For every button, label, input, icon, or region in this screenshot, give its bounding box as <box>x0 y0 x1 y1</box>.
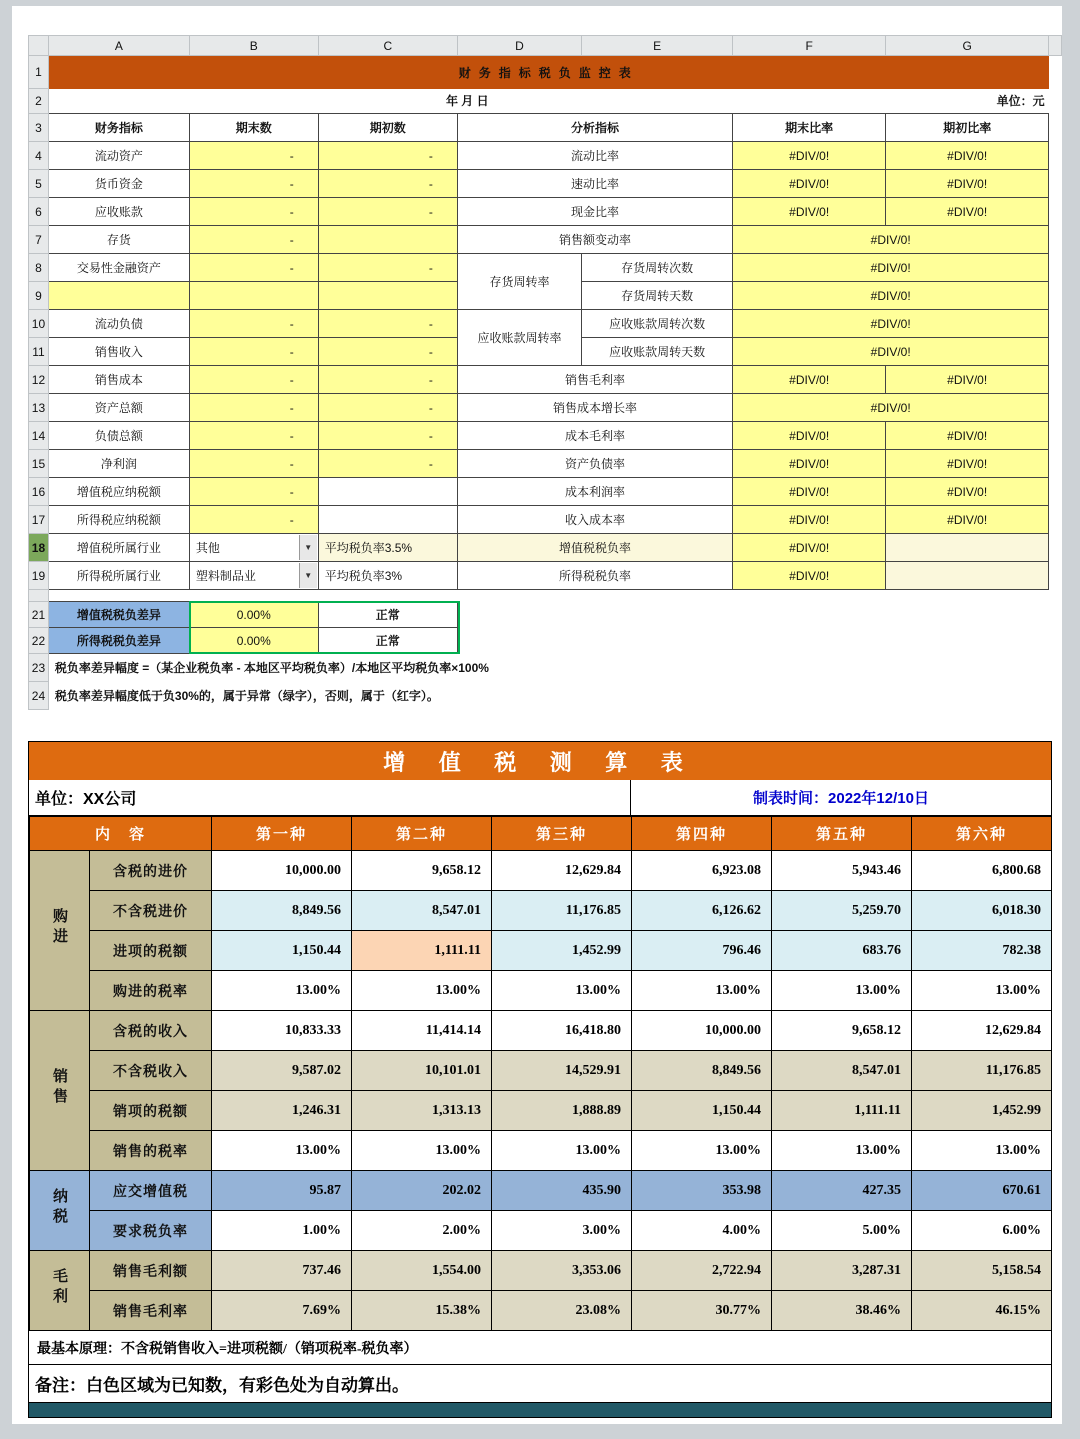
vat-value-cell[interactable]: 9,658.12 <box>352 851 492 891</box>
cell-value[interactable]: - <box>189 142 318 170</box>
vat-value-cell[interactable]: 6,800.68 <box>912 851 1052 891</box>
dropdown-value: 其他 <box>195 541 220 555</box>
row-header[interactable]: 7 <box>29 226 49 254</box>
dropdown-value: 塑料制品业 <box>195 569 256 583</box>
company-cell[interactable]: 单位：XX公司 <box>29 780 631 815</box>
row-header[interactable]: 23 <box>29 654 49 682</box>
vat-value-cell[interactable]: 13.00% <box>632 971 772 1011</box>
row-header[interactable]: 22 <box>29 628 49 654</box>
chevron-down-icon[interactable]: ▼ <box>299 535 317 560</box>
cell-indicator[interactable]: 存货周转率 <box>457 254 581 310</box>
row-header[interactable]: 2 <box>29 89 49 114</box>
vat-value-cell[interactable]: 15.38% <box>352 1291 492 1331</box>
col-header-f[interactable]: F <box>733 36 886 56</box>
vat-value-cell[interactable]: 9,658.12 <box>772 1011 912 1051</box>
cell-ratio[interactable]: #DIV/0! <box>733 394 1049 422</box>
vat-value-cell[interactable]: 1,150.44 <box>212 931 352 971</box>
cell-ratio[interactable]: #DIV/0! <box>733 422 886 450</box>
vat-value-cell[interactable]: 1,452.99 <box>912 1091 1052 1131</box>
vat-value-cell[interactable]: 353.98 <box>632 1171 772 1211</box>
group-purchase[interactable]: 购进 <box>30 851 90 1011</box>
vat-value-cell[interactable]: 1,246.31 <box>212 1091 352 1131</box>
vat-value-cell[interactable]: 1,150.44 <box>632 1091 772 1131</box>
row-header[interactable]: 8 <box>29 254 49 282</box>
row-header[interactable]: 12 <box>29 366 49 394</box>
vat-value-cell[interactable]: 2.00% <box>352 1211 492 1251</box>
vat-value-cell[interactable]: 13.00% <box>912 971 1052 1011</box>
header-analysis-indicator[interactable]: 分析指标 <box>457 114 732 142</box>
vat-value-cell[interactable]: 3,287.31 <box>772 1251 912 1291</box>
select-all-corner[interactable] <box>29 36 49 56</box>
cell-value[interactable]: - <box>189 254 318 282</box>
cell-indicator[interactable]: 成本利润率 <box>457 478 732 506</box>
cell-label[interactable]: 增值税所属行业 <box>48 534 189 562</box>
cell-label[interactable]: 所得税应纳税额 <box>48 506 189 534</box>
type-header-5[interactable]: 第五种 <box>772 817 912 851</box>
row-header[interactable]: 9 <box>29 282 49 310</box>
vat-burden-diff-label[interactable]: 增值税税负差异 <box>48 602 189 628</box>
vat-value-cell[interactable]: 13.00% <box>912 1131 1052 1171</box>
vat-row-label[interactable]: 进项的税额 <box>90 931 212 971</box>
vat-row-label[interactable]: 含税的收入 <box>90 1011 212 1051</box>
col-header-d[interactable]: D <box>457 36 581 56</box>
vat-value-cell[interactable]: 1,554.00 <box>352 1251 492 1291</box>
principle-note[interactable]: 最基本原理：不含税销售收入=进项税额/（销项税率-税负率） <box>29 1331 1051 1365</box>
income-tax-burden-diff-value[interactable]: 0.00% <box>189 628 318 654</box>
cell-label[interactable]: 存货 <box>48 226 189 254</box>
header-financial-indicator[interactable]: 财务指标 <box>48 114 189 142</box>
vat-value-cell[interactable]: 3.00% <box>492 1211 632 1251</box>
cell-indicator[interactable]: 成本毛利率 <box>457 422 732 450</box>
vat-row-label[interactable]: 要求税负率 <box>90 1211 212 1251</box>
vat-value-cell[interactable]: 7.69% <box>212 1291 352 1331</box>
footer-bar <box>29 1403 1051 1417</box>
cell-value[interactable]: - <box>318 142 457 170</box>
cell-ratio[interactable]: #DIV/0! <box>733 254 1049 282</box>
cell-ratio[interactable]: #DIV/0! <box>886 422 1049 450</box>
vat-value-cell[interactable]: 30.77% <box>632 1291 772 1331</box>
vat-row-label[interactable]: 含税的进价 <box>90 851 212 891</box>
vat-value-cell[interactable]: 8,547.01 <box>772 1051 912 1091</box>
vat-value-cell[interactable]: 782.38 <box>912 931 1052 971</box>
vat-value-cell[interactable]: 1,313.13 <box>352 1091 492 1131</box>
cell-value[interactable]: - <box>189 478 318 506</box>
cell-value[interactable]: - <box>318 198 457 226</box>
vat-table-title[interactable]: 增 值 税 测 算 表 <box>29 742 1051 780</box>
cell-indicator[interactable]: 销售毛利率 <box>457 366 732 394</box>
cell-value[interactable]: - <box>318 450 457 478</box>
row-header[interactable]: 21 <box>29 602 49 628</box>
cell-label[interactable]: 交易性金融资产 <box>48 254 189 282</box>
col-header-partial <box>1049 36 1062 56</box>
vat-value-cell[interactable]: 10,000.00 <box>632 1011 772 1051</box>
threshold-note[interactable]: 税负率差异幅度低于负30%的，属于异常（绿字），否则，属于（红字）。 <box>54 689 439 703</box>
row-header[interactable]: 19 <box>29 562 49 590</box>
vat-value-cell[interactable]: 13.00% <box>772 1131 912 1171</box>
vat-row-label[interactable]: 不含税收入 <box>90 1051 212 1091</box>
vat-info-row <box>29 780 1051 816</box>
cell-label[interactable]: 货币资金 <box>48 170 189 198</box>
type-header-2[interactable]: 第二种 <box>352 817 492 851</box>
cell-indicator[interactable]: 销售额变动率 <box>457 226 732 254</box>
vat-value-cell-highlighted[interactable]: 1,111.11 <box>352 931 492 971</box>
vat-value-cell[interactable]: 8,849.56 <box>632 1051 772 1091</box>
tax-monitor-sheet <box>28 35 1062 710</box>
cell-value[interactable] <box>318 506 457 534</box>
cell-indicator[interactable]: 存货周转天数 <box>582 282 733 310</box>
cell-ratio[interactable]: #DIV/0! <box>733 534 886 562</box>
cell-value[interactable]: - <box>189 198 318 226</box>
vat-value-cell[interactable]: 13.00% <box>212 971 352 1011</box>
vat-value-cell[interactable]: 6.00% <box>912 1211 1052 1251</box>
income-tax-burden-status[interactable]: 正常 <box>318 628 457 654</box>
header-beginning-ratio[interactable]: 期初比率 <box>886 114 1049 142</box>
cell-value[interactable]: - <box>189 450 318 478</box>
empty-cells <box>457 628 1048 654</box>
cell-label[interactable]: 销售收入 <box>48 338 189 366</box>
vat-value-cell[interactable]: 1,888.89 <box>492 1091 632 1131</box>
cell-ratio[interactable]: #DIV/0! <box>733 198 886 226</box>
row-header-selected[interactable]: 18 <box>29 534 49 562</box>
col-header-b[interactable]: B <box>189 36 318 56</box>
made-time-cell[interactable]: 制表时间：2022年12/10日 <box>753 790 929 807</box>
header-ending-ratio[interactable]: 期末比率 <box>733 114 886 142</box>
content-header[interactable]: 内 容 <box>30 817 212 851</box>
cell-value[interactable] <box>318 226 457 254</box>
vat-grid <box>29 816 1052 1331</box>
cell-ratio[interactable] <box>886 562 1049 590</box>
vat-value-cell[interactable]: 14,529.91 <box>492 1051 632 1091</box>
vat-value-cell[interactable]: 11,176.85 <box>912 1051 1052 1091</box>
cell-value[interactable] <box>318 478 457 506</box>
cell-ratio[interactable]: #DIV/0! <box>886 170 1049 198</box>
type-header-3[interactable]: 第三种 <box>492 817 632 851</box>
cell-value[interactable] <box>318 282 457 310</box>
cell-indicator[interactable]: 增值税税负率 <box>457 534 732 562</box>
row-header[interactable]: 16 <box>29 478 49 506</box>
cell-value[interactable]: - <box>189 506 318 534</box>
type-header-6[interactable]: 第六种 <box>912 817 1052 851</box>
cell-ratio[interactable]: #DIV/0! <box>886 506 1049 534</box>
cell-value[interactable]: - <box>189 170 318 198</box>
unit-cell[interactable]: 单位：元 <box>996 94 1045 109</box>
row-header[interactable]: 17 <box>29 506 49 534</box>
cell-ratio[interactable]: #DIV/0! <box>733 170 886 198</box>
header-ending-amount[interactable]: 期末数 <box>189 114 318 142</box>
cell-indicator[interactable]: 应收账款周转天数 <box>582 338 733 366</box>
cell-ratio[interactable]: #DIV/0! <box>733 310 1049 338</box>
vat-value-cell[interactable]: 435.90 <box>492 1171 632 1211</box>
group-gross-profit[interactable]: 毛利 <box>30 1251 90 1331</box>
col-header-e[interactable]: E <box>582 36 733 56</box>
vat-row-label[interactable]: 销售毛利额 <box>90 1251 212 1291</box>
vat-value-cell[interactable]: 5,943.46 <box>772 851 912 891</box>
vat-row-label[interactable]: 购进的税率 <box>90 971 212 1011</box>
group-tax-payment[interactable]: 纳税 <box>30 1171 90 1251</box>
col-header-c[interactable]: C <box>318 36 457 56</box>
row-header[interactable]: 15 <box>29 450 49 478</box>
cell-indicator[interactable]: 流动比率 <box>457 142 732 170</box>
vat-value-cell[interactable]: 11,414.14 <box>352 1011 492 1051</box>
vat-row-label[interactable]: 应交增值税 <box>90 1171 212 1211</box>
cell-value[interactable]: - <box>189 310 318 338</box>
vat-value-cell[interactable]: 5.00% <box>772 1211 912 1251</box>
vat-value-cell[interactable]: 9,587.02 <box>212 1051 352 1091</box>
cell-ratio[interactable]: #DIV/0! <box>733 226 1049 254</box>
cell-ratio[interactable]: #DIV/0! <box>733 142 886 170</box>
vat-value-cell[interactable]: 11,176.85 <box>492 891 632 931</box>
row-header[interactable]: 24 <box>29 682 49 710</box>
vat-value-cell[interactable]: 46.15% <box>912 1291 1052 1331</box>
vat-value-cell[interactable]: 683.76 <box>772 931 912 971</box>
cell-ratio[interactable] <box>886 534 1049 562</box>
vat-value-cell[interactable]: 670.61 <box>912 1171 1052 1211</box>
vat-value-cell[interactable]: 737.46 <box>212 1251 352 1291</box>
cell-label[interactable]: 流动负债 <box>48 310 189 338</box>
income-tax-burden-diff-label[interactable]: 所得税税负差异 <box>48 628 189 654</box>
vat-value-cell[interactable]: 23.08% <box>492 1291 632 1331</box>
row-header[interactable]: 3 <box>29 114 49 142</box>
avg-tax-rate-cell[interactable]: 平均税负率3.5% <box>318 534 457 562</box>
vat-value-cell[interactable]: 12,629.84 <box>912 1011 1052 1051</box>
workbook-page <box>12 6 1062 1424</box>
cell-label[interactable] <box>48 282 189 310</box>
cell-indicator[interactable]: 资产负债率 <box>457 450 732 478</box>
vat-value-cell[interactable]: 5,158.54 <box>912 1251 1052 1291</box>
vat-value-cell[interactable]: 4.00% <box>632 1211 772 1251</box>
cell-indicator[interactable]: 收入成本率 <box>457 506 732 534</box>
cell-ratio[interactable]: #DIV/0! <box>733 338 1049 366</box>
cell-ratio[interactable]: #DIV/0! <box>733 506 886 534</box>
cell-label[interactable]: 流动资产 <box>48 142 189 170</box>
cell-value[interactable]: - <box>189 394 318 422</box>
row-header[interactable]: 4 <box>29 142 49 170</box>
vat-value-cell[interactable]: 13.00% <box>212 1131 352 1171</box>
vat-value-cell[interactable]: 13.00% <box>772 971 912 1011</box>
vat-value-cell[interactable]: 13.00% <box>632 1131 772 1171</box>
vat-industry-dropdown[interactable] <box>189 534 318 562</box>
cell-ratio[interactable]: #DIV/0! <box>733 450 886 478</box>
row-header[interactable]: 1 <box>29 56 49 89</box>
cell-value[interactable]: - <box>318 170 457 198</box>
cell-value[interactable]: - <box>318 338 457 366</box>
cell-label[interactable]: 应收账款 <box>48 198 189 226</box>
cell-ratio[interactable]: #DIV/0! <box>733 366 886 394</box>
cell-ratio[interactable]: #DIV/0! <box>733 478 886 506</box>
cell-indicator[interactable]: 应收账款周转率 <box>457 310 581 366</box>
cell-label[interactable]: 负债总额 <box>48 422 189 450</box>
vat-row-label[interactable]: 销售毛利率 <box>90 1291 212 1331</box>
vat-value-cell[interactable]: 10,833.33 <box>212 1011 352 1051</box>
col-header-g[interactable]: G <box>886 36 1049 56</box>
cell-label[interactable]: 所得税所属行业 <box>48 562 189 590</box>
vat-calc-table <box>28 741 1052 1418</box>
cell-label[interactable]: 增值税应纳税额 <box>48 478 189 506</box>
vat-value-cell[interactable]: 8,849.56 <box>212 891 352 931</box>
cell-ratio[interactable]: #DIV/0! <box>886 142 1049 170</box>
cell-value[interactable]: - <box>318 254 457 282</box>
cell-label[interactable]: 净利润 <box>48 450 189 478</box>
cell-value[interactable]: - <box>318 422 457 450</box>
row-header[interactable]: 6 <box>29 198 49 226</box>
vat-value-cell[interactable]: 13.00% <box>492 1131 632 1171</box>
row-header[interactable]: 13 <box>29 394 49 422</box>
vat-value-cell[interactable]: 13.00% <box>352 971 492 1011</box>
empty-cells <box>457 602 1048 628</box>
cell-indicator[interactable]: 销售成本增长率 <box>457 394 732 422</box>
row-header[interactable]: 11 <box>29 338 49 366</box>
vat-burden-status[interactable]: 正常 <box>318 602 457 628</box>
cell-value[interactable]: - <box>189 226 318 254</box>
vat-value-cell[interactable]: 10,101.01 <box>352 1051 492 1091</box>
vat-value-cell[interactable]: 1,111.11 <box>772 1091 912 1131</box>
header-beginning-amount[interactable]: 期初数 <box>318 114 457 142</box>
row-header-hidden[interactable] <box>29 590 49 602</box>
vat-value-cell[interactable]: 5,259.70 <box>772 891 912 931</box>
vat-value-cell[interactable]: 427.35 <box>772 1171 912 1211</box>
avg-tax-rate-cell[interactable]: 平均税负率3% <box>318 562 457 590</box>
vat-value-cell[interactable]: 6,923.08 <box>632 851 772 891</box>
vat-value-cell[interactable]: 16,418.80 <box>492 1011 632 1051</box>
cell-value[interactable]: - <box>189 338 318 366</box>
cell-indicator[interactable]: 现金比率 <box>457 198 732 226</box>
cell-ratio[interactable]: #DIV/0! <box>886 366 1049 394</box>
group-sales[interactable]: 销售 <box>30 1011 90 1171</box>
vat-row-label[interactable]: 不含税进价 <box>90 891 212 931</box>
vat-value-cell[interactable]: 38.46% <box>772 1291 912 1331</box>
income-tax-industry-dropdown[interactable] <box>189 562 318 590</box>
vat-value-cell[interactable]: 6,018.30 <box>912 891 1052 931</box>
vat-value-cell[interactable]: 3,353.06 <box>492 1251 632 1291</box>
cell-indicator[interactable]: 速动比率 <box>457 170 732 198</box>
cell-ratio[interactable]: #DIV/0! <box>886 478 1049 506</box>
vat-row-label[interactable]: 销售的税率 <box>90 1131 212 1171</box>
type-header-4[interactable]: 第四种 <box>632 817 772 851</box>
vat-value-cell[interactable]: 13.00% <box>492 971 632 1011</box>
vat-value-cell[interactable]: 12,629.84 <box>492 851 632 891</box>
chevron-down-icon[interactable]: ▼ <box>299 563 317 588</box>
type-header-1[interactable]: 第一种 <box>212 817 352 851</box>
cell-ratio[interactable]: #DIV/0! <box>733 562 886 590</box>
cell-value[interactable]: - <box>318 394 457 422</box>
row-header[interactable]: 14 <box>29 422 49 450</box>
vat-value-cell[interactable]: 796.46 <box>632 931 772 971</box>
vat-value-cell[interactable]: 13.00% <box>352 1131 492 1171</box>
cell-value[interactable]: - <box>318 310 457 338</box>
vat-value-cell[interactable]: 8,547.01 <box>352 891 492 931</box>
vat-value-cell[interactable]: 202.02 <box>352 1171 492 1211</box>
vat-value-cell[interactable]: 6,126.62 <box>632 891 772 931</box>
row-header[interactable]: 5 <box>29 170 49 198</box>
cell-ratio[interactable]: #DIV/0! <box>733 282 1049 310</box>
date-cell[interactable]: 年 月 日 <box>445 94 489 109</box>
cell-indicator[interactable]: 存货周转次数 <box>582 254 733 282</box>
cell-value[interactable] <box>189 282 318 310</box>
cell-label[interactable]: 资产总额 <box>48 394 189 422</box>
cell-value[interactable]: - <box>189 422 318 450</box>
vat-value-cell[interactable]: 1,452.99 <box>492 931 632 971</box>
cell-ratio[interactable]: #DIV/0! <box>886 450 1049 478</box>
cell-value[interactable]: - <box>318 366 457 394</box>
legend-note[interactable]: 备注：白色区域为已知数，有彩色处为自动算出。 <box>29 1365 1051 1403</box>
hidden-row <box>48 590 1048 602</box>
vat-row-label[interactable]: 销项的税额 <box>90 1091 212 1131</box>
sheet-title[interactable]: 财务指标税负监控表 <box>48 56 1048 89</box>
cell-indicator[interactable]: 应收账款周转次数 <box>582 310 733 338</box>
vat-value-cell[interactable]: 10,000.00 <box>212 851 352 891</box>
cell-label[interactable]: 销售成本 <box>48 366 189 394</box>
cell-ratio[interactable]: #DIV/0! <box>886 198 1049 226</box>
row-header[interactable]: 10 <box>29 310 49 338</box>
col-header-a[interactable]: A <box>48 36 189 56</box>
cell-value[interactable]: - <box>189 366 318 394</box>
formula-note[interactable]: 税负率差异幅度 =（某企业税负率 - 本地区平均税负率）/本地区平均税负率×100% <box>54 661 489 676</box>
vat-value-cell[interactable]: 1.00% <box>212 1211 352 1251</box>
vat-burden-diff-value[interactable]: 0.00% <box>189 602 318 628</box>
cell-indicator[interactable]: 所得税税负率 <box>457 562 732 590</box>
vat-value-cell[interactable]: 95.87 <box>212 1171 352 1211</box>
vat-value-cell[interactable]: 2,722.94 <box>632 1251 772 1291</box>
